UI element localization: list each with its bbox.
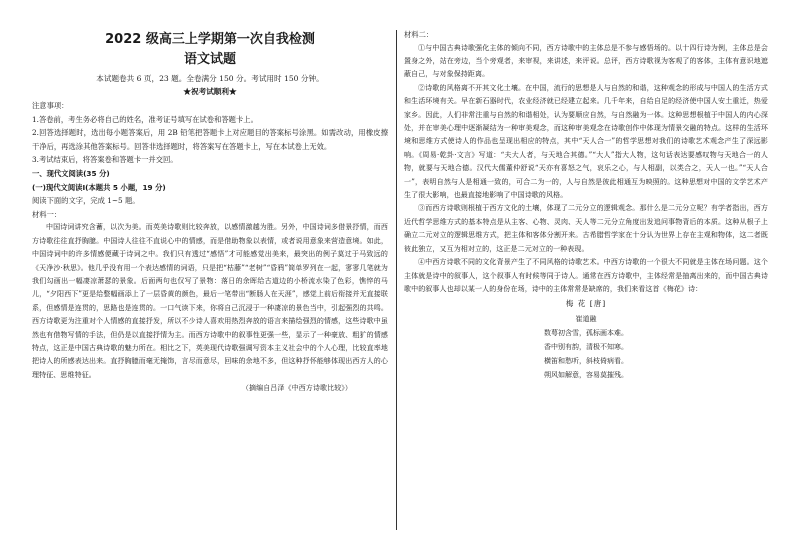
exam-info: 本试题卷共 6 页，23 题。全卷满分 150 分。考试用时 150 分钟。 xyxy=(96,74,324,83)
poem-title: 梅 花 [唐] xyxy=(565,299,607,309)
material-1-label: 材料一： xyxy=(32,209,62,219)
material-1-source: （摘编自吕泽《中西方诗歌比较》） xyxy=(241,384,352,393)
material-2-label: 材料二： xyxy=(404,30,434,39)
poem-line: 数萼初含雪，孤标画本难。 xyxy=(544,329,628,338)
exam-title: 2022 级高三上学期第一次自我检测 xyxy=(105,32,315,47)
subject-title: 语文试题 xyxy=(183,52,236,67)
poem-author: 崔道融 xyxy=(575,315,597,324)
reading-instruction: 阅读下面的文字，完成 1~5 题。 xyxy=(32,196,140,206)
good-luck-line: ★祝考试顺利★ xyxy=(183,87,237,96)
notice-item-3: 3.考试结束后，将答案卷和答题卡一并交回。 xyxy=(32,155,178,165)
left-column xyxy=(32,28,388,396)
material-2-paragraph-4: ④中西方诗歌不同的文化背景产生了不同风格的诗歌艺术。中西方诗歌的一个很大不同就是主体在场问题。这个主体就是诗中的叙事人，这个叙事人有时候等同于诗人。通常在西方诗歌中，主体经常是抽离出来的，而中国古典诗歌中的叙事人也却以某一人的身份在场，诗中的主体常常是缺席的，我们来看这首《梅花》诗： xyxy=(404,258,768,293)
poem-line: 香中别有韵，清极不知寒。 xyxy=(544,343,628,352)
section-heading: 一、现代文阅读(35 分) xyxy=(32,168,110,178)
notice-heading: 注意事项： xyxy=(32,101,69,110)
column-divider xyxy=(396,30,397,530)
material-2-paragraph-3: ③而西方诗歌则根植于西方文化的土壤，体现了二元分立的逻辑观念。那什么是二元分立呢？有学者指出，西方近代哲学思维方式的基本特点是从主客、心物、灵肉、天人等二元分立角度出发追问事物背后的本质。这种从根子上确立二元对立的逻辑思维方式，把主体和客体分割开来。古希腊哲学家在十分认为世界上存在主观和物体，这二者既彼此独立，又互为相对立的，这正是二元对立的一种表现。 xyxy=(404,204,768,253)
notice-item-2: 2.回答选择题时，选出每小题答案后，用 2B 铅笔把答题卡上对应题目的答案标号涂黑。如需改动，用橡皮擦干净后，再选涂其他答案标号。回答非选择题时，将答案写在答题卡上，写在本试卷上无效。 xyxy=(32,128,388,151)
material-1-text: 中国诗词讲究含蓄，以次为美。而英美诗歌则比较奔放，以感情激越为胜。另外，中国诗词多借景抒情，而西方诗歌往往直抒胸臆。中国诗人往往不直说心中的情感，而是借助物象以表情，或者说用意象来营造意境。如此，中国诗词中的许多情感便藏于诗词之中。我们只有透过“感悟”才可能感觉出美来，最突出的例子莫过于马致远的《天净沙·秋思》。他几乎没有用一个表达感情的词语，只是把“枯藤”“老树”“昏鸦”简单罗列在一起，寥寥几笔就为我们勾画出一幅凄凉萧瑟的景象。后面两句也仅写了景物：落日的余晖给古道边的小桥流水染了色彩，憔悴的马儿，“夕阳西下”更是给整幅画添上了一层昏黄的颜色，最后一笔带出“断肠人在天涯”，感觉上前后衔接并无直接联系，但感情是连贯的，思路也是连贯的。一口气读下来，你将自己沉浸于一种凄凉的景色当中，引起强烈的共鸣。西方诗歌更为注重对个人情感的直接抒发，所以不少诗人喜欢用热烈奔放的语言来描绘强烈的情感，这些诗歌中虽然也有借物写情的手法，但仍是以直接抒情为主。而西方诗歌中的叙事性更强一些，显示了一种豪放、粗犷的情感特点，这正是中国古典诗歌的魅力所在。相比之下，英美现代诗歌强调写资本主义社会中的个人心理，比较直率地把诗人的所感表达出来。直抒胸臆而毫无掩饰，言尽而意尽，回味的余地不多，但这种抒怀能够体现出西方人的心理特征、思维特征。 xyxy=(32,223,388,379)
subsection-heading: (一)现代文阅读Ⅰ(本题共 5 小题，19 分) xyxy=(32,182,166,192)
poem-line: 朔风如解意，容易莫摧残。 xyxy=(544,371,628,380)
right-column xyxy=(404,28,768,382)
poem-line: 横笛和愁听，斜枝倚病看。 xyxy=(544,357,628,366)
notice-item-1: 1.答卷前，考生务必将自己的姓名，准考证号填写在试卷和答题卡上。 xyxy=(32,114,258,124)
material-2-paragraph-1: ①与中国古典诗歌强化主体的倾向不同，西方诗歌中的主体总是不参与感悟场的。以十四行诗为例，主体总是会置身之外，站在旁边，当个旁观者，来审视，来讲述，来评说。总评，西方诗歌视为客观了的客体，主体有意识地遮蔽自己，与对象保持距离。 xyxy=(404,43,768,79)
material-2-paragraph-2: ②诗歌的风格离不开其文化土壤。在中国，流行的思想是人与自然的和谐，这种观念的形成与中国人的生活方式和生活环境有关。早在新石器时代，农业经济就已经建立起来。几千年来，自给自足的经济使中国人安土重迁，热爱家乡。因此，人们非常注重与自然的和谐相处，认为要顺应自然，与自然融为一体。这种思想根植于中国人的内心深处，并在审美心理中逐渐凝结为一种审美观念，而这种审美观念在诗歌创作中体现为情景交融的特点。这样的生活环境和思维方式使诗人的作品也呈现出相应的特点，其中“天人合一”的哲学思想对我们的诗歌艺术观念产生了深远影响。《周易·乾卦·文言》写道：“夫大人者，与天地合其德。”“大人”指大人物，这句话表达要感叹物与天地合一的人物，就要与天地合德。汉代大儒董仲舒说“天亦有喜怒之气，哀乐之心，与人相副，以类合之，天人一也。”“天人合一”，表明自然与人是相通一致的，可合二为一的，人与自然是彼此相通互为映照的。这种思想对中国的文学艺术产生了很大影响，也最直接地影响了中国诗歌的风格。 xyxy=(404,83,768,200)
